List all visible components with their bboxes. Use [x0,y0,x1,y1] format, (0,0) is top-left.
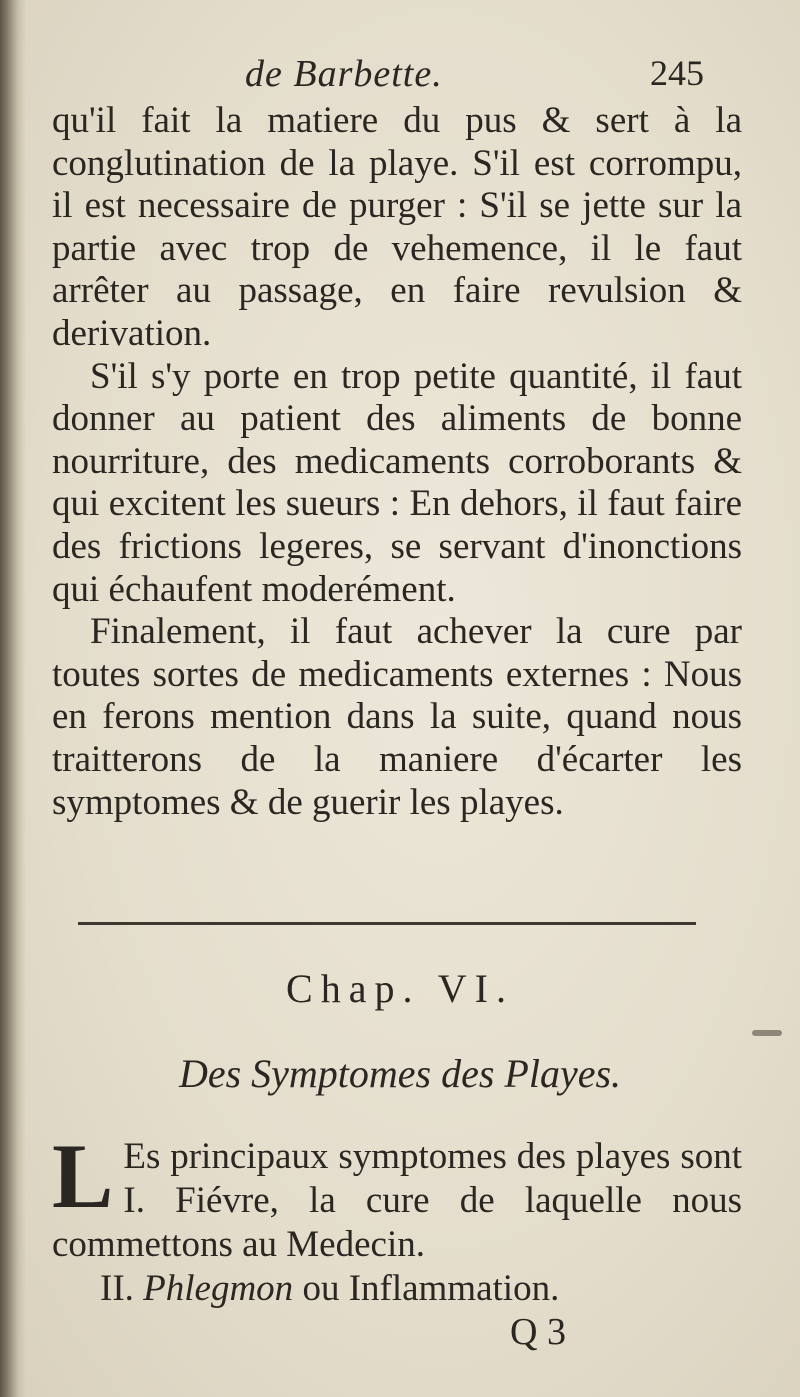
first-paragraph-text: Es principaux symptomes des playes sont I. Fiévre, la cure de laquelle nous commettons au Medecin. [52,1136,742,1265]
item-term: Phlegmon [143,1268,294,1309]
list-item [52,1267,742,1311]
item-text: ou Inflammation. [293,1268,560,1309]
item-number: II. [100,1268,134,1309]
paragraph-continuation: qu'il fait la matiere du pus & sert à la conglutination de la playe. S'il est corrompu, il est necessaire de purger : S'il se jette sur la partie avec trop de vehemence, il le faut arrêter au passage, en faire revulsion & derivation. [52,100,742,354]
chapter-first-paragraph [52,1125,742,1267]
page-number: 245 [650,53,704,93]
signature-mark: Q 3 [510,1311,566,1353]
page-header [0,52,800,102]
running-title: de Barbette. [245,53,443,95]
chapter-subtitle: Des Symptomes des Playes. [178,1051,622,1096]
paragraph: Finalement, il faut achever la cure par toutes sortes de medicaments externes : Nous en ferons mention dans la suite, quand nous traitterons de la maniere d'écarter les symptomes & de guerir les playes. [52,611,742,823]
drop-capital: L [52,1125,114,1227]
page-gutter-shadow [0,0,26,1397]
chapter-body [52,1125,742,1311]
body-text [52,100,742,824]
chapter-heading: Chap. VI. [286,966,514,1011]
ink-smudge [752,1030,782,1036]
paragraph: S'il s'y porte en trop petite quantité, il faut donner au patient des aliments de bonne nourriture, des medicaments corroborants & qui excitent les sueurs : En dehors, il faut faire des frictions legeres, se servant d'inonctions qui échaufent moderément. [52,355,742,610]
section-divider-rule [78,922,696,925]
